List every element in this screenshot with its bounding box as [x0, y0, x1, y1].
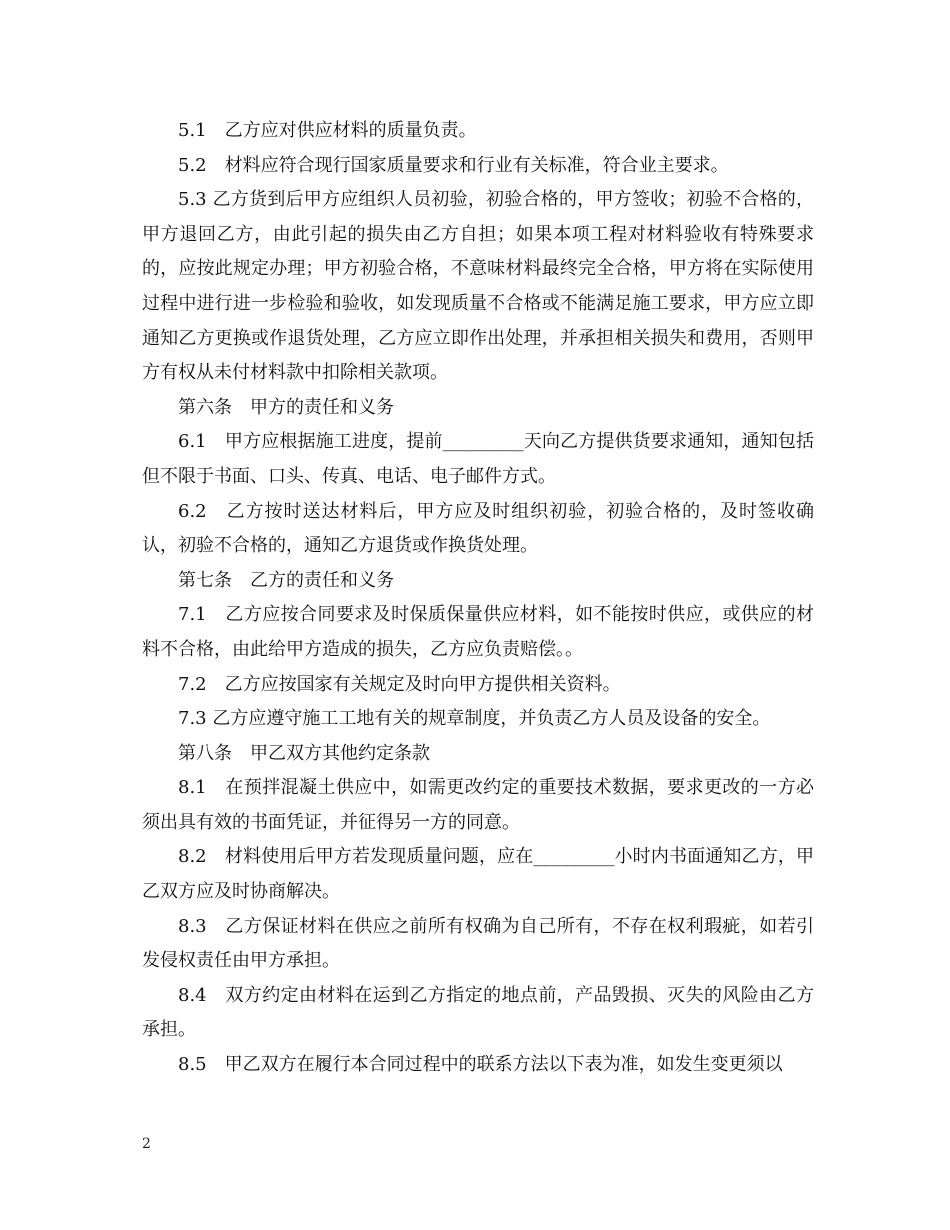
contract-body	[142, 114, 814, 1083]
article-6-heading: 第六条 甲方的责任和义务	[178, 396, 394, 418]
clause-6-2: 6.2 乙方按时送达材料后，甲方应及时组织初验，初验合格的，及时签收确认，初验不合格的，通知乙方退货或作换货处理。	[142, 500, 814, 557]
clause-8-1: 8.1 在预拌混凝土供应中，如需更改约定的重要技术数据，要求更改的一方必须出具有效的书面凭证，并征得另一方的同意。	[142, 777, 814, 833]
article-8-heading: 第八条 甲乙双方其他约定条款	[178, 742, 430, 764]
clause-6-1: 6.1 甲方应根据施工进度，提前_________天向乙方提供货要求通知，通知包括但不限于书面、口头、传真、电话、电子邮件方式。	[142, 431, 814, 487]
clause-7-1: 7.1 乙方应按合同要求及时保质保量供应材料，如不能按时供应，或供应的材料不合格，由此给甲方造成的损失，乙方应负责赔偿。。	[142, 604, 814, 660]
clause-5-1: 5.1 乙方应对供应材料的质量负责。	[178, 120, 477, 141]
clause-5-2: 5.2 材料应符合现行国家质量要求和行业有关标准，符合业主要求。	[178, 154, 729, 176]
clause-5-3: 5.3 乙方货到后甲方应组织人员初验，初验合格的，甲方签收；初验不合格的，甲方退回乙方，由此引起的损失由乙方自担；如果本项工程对材料验收有特殊要求的，应按此规定办理；甲方初验合格，不意味材料最终完全合格，甲方将在实际使用过程中进行进一步检验和验收，如发现质量不合格或不能满足施工要求，甲方应立即通知乙方更换或作退货处理，乙方应立即作出处理，并承担相关损失和费用，否则甲方有权从未付材料款中扣除相关款项。	[142, 189, 814, 384]
clause-7-2: 7.2 乙方应按国家有关规定及时向甲方提供相关资料。	[178, 673, 621, 695]
clause-8-4: 8.4 双方约定由材料在运到乙方指定的地点前，产品毁损、灭失的风险由乙方承担。	[142, 984, 814, 1041]
clause-8-5: 8.5 甲乙双方在履行本合同过程中的联系方法以下表为准，如发生变更须以	[178, 1054, 783, 1076]
clause-8-2: 8.2 材料使用后甲方若发现质量问题，应在_________小时内书面通知乙方，甲乙双方应及时协商解决。	[142, 846, 814, 903]
clause-8-3: 8.3 乙方保证材料在供应之前所有权确为自己所有，不存在权利瑕疵，如若引发侵权责任由甲方承担。	[142, 915, 814, 972]
page-number: 2	[142, 1136, 151, 1152]
clause-7-3: 7.3 乙方应遵守施工工地有关的规章制度，并负责乙方人员及设备的安全。	[178, 708, 771, 730]
article-7-heading: 第七条 乙方的责任和义务	[178, 569, 394, 591]
